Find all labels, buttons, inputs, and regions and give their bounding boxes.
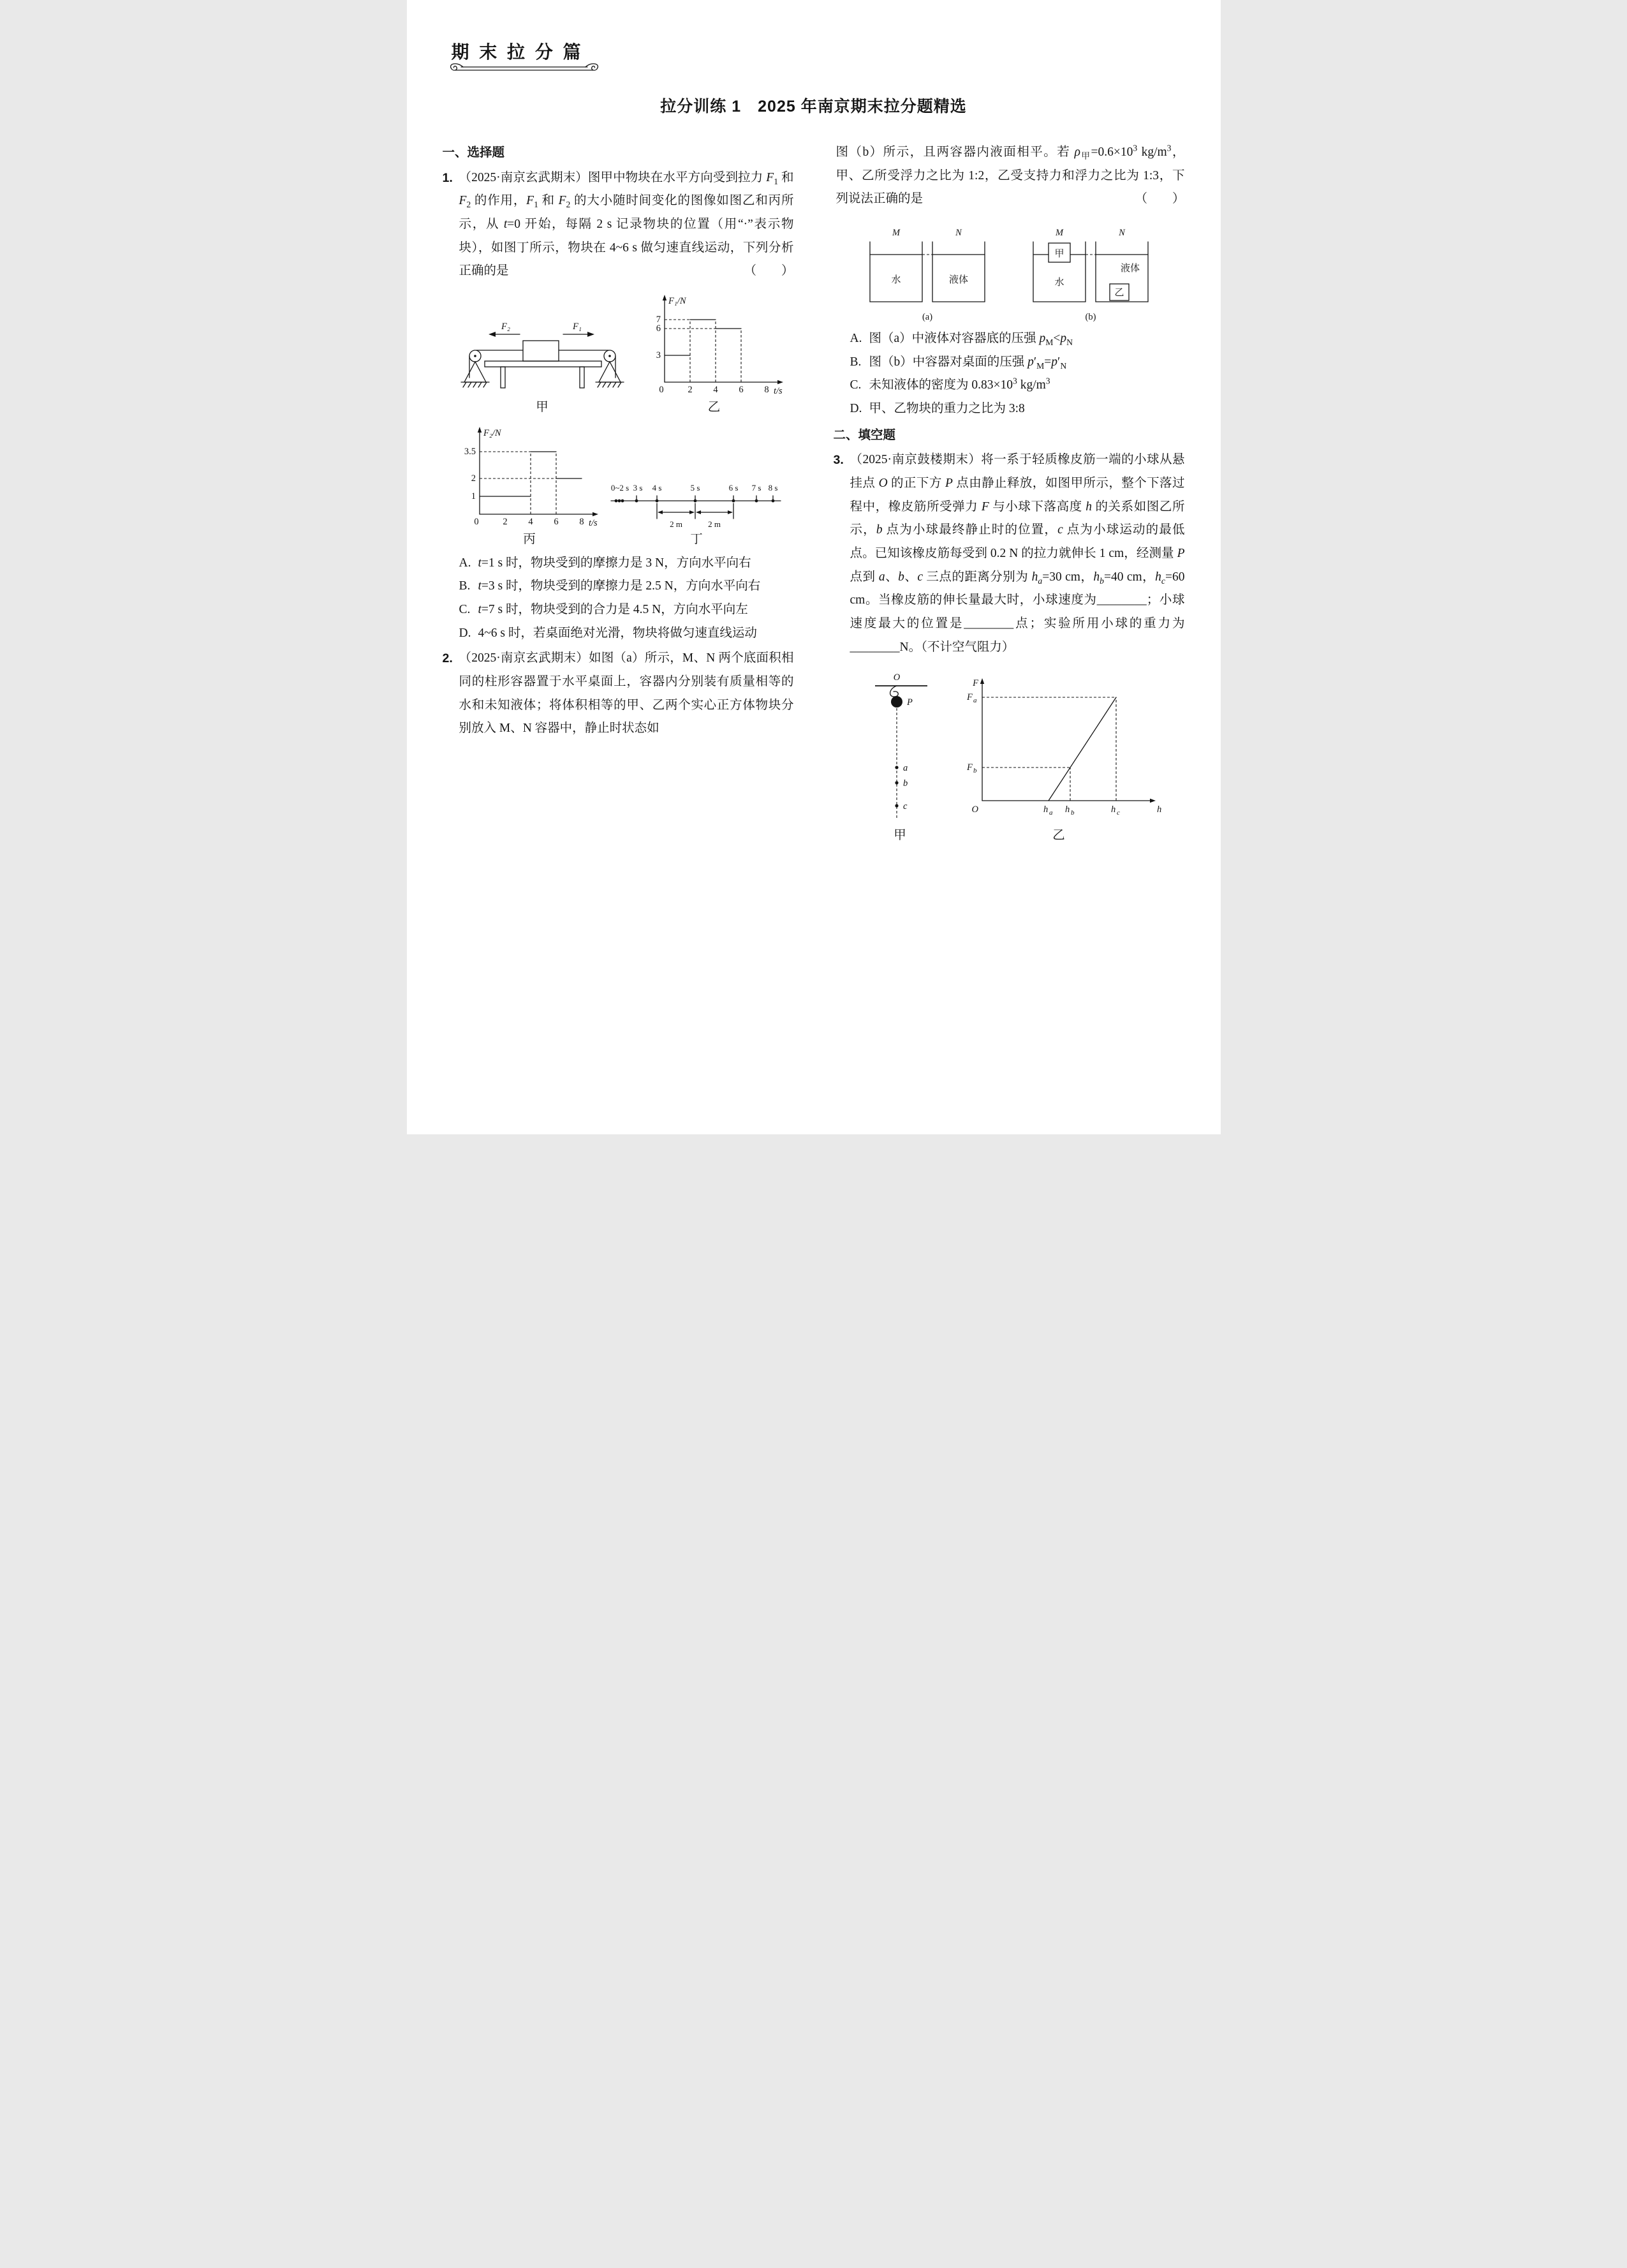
label-c: c — [903, 801, 908, 812]
time-label-8s: 8 s — [768, 483, 778, 493]
figure-graph-F2 — [453, 422, 606, 547]
distance-label-1: 2 m — [670, 519, 682, 530]
block — [523, 341, 559, 361]
x-axis-arrow-icon — [593, 512, 598, 516]
label-jia: 甲 — [1054, 248, 1064, 259]
x-axis-label: t/s — [589, 518, 598, 529]
svg-text:h: h — [1043, 804, 1049, 815]
xtick-8: 8 — [763, 384, 769, 395]
xtick-4: 4 — [528, 517, 533, 528]
xtick-0: 0 — [658, 384, 664, 395]
F1-step-curve — [665, 320, 741, 355]
point-c — [895, 804, 898, 808]
F2-time-graph — [453, 422, 606, 530]
question-3-figure-row — [834, 665, 1185, 843]
label-M-a: M — [892, 227, 901, 238]
option-row-A — [850, 327, 1185, 351]
x-mark-ha — [1043, 804, 1053, 817]
figure-graph-Fh — [952, 665, 1166, 843]
label-liquid-b: 液体 — [1120, 263, 1140, 274]
option-row-B — [850, 351, 1185, 374]
question-3 — [834, 448, 1185, 659]
option-row-B — [459, 575, 794, 598]
option-letter-B: B. — [459, 579, 471, 593]
svg-text:F: F — [967, 692, 973, 703]
label-a: a — [903, 763, 908, 774]
question-1-stem: （2025·南京玄武期末）图甲中物块在水平方向受到拉力 $F_1$ 和 $F_2$ 的作用，$F_1$ 和 $F_2$ 的大小随时间变化的图像如图乙和丙所示，从 t=0 开始，每隔 2 s 记录物块的位置（用“·”表示物块），如图丁所示，物块在 4~6 s 做匀速直线运动，下列分析正确的是 — [459, 170, 794, 278]
svg-text:h: h — [1111, 804, 1116, 815]
container-M-a — [870, 242, 922, 302]
xtick-6: 6 — [738, 384, 744, 395]
y-axis-arrow-icon — [980, 678, 984, 684]
force-height-graph — [952, 665, 1166, 826]
page-title: 拉分训练 1 2025 年南京期末拉分题精选 — [660, 98, 967, 115]
label-P: P — [907, 697, 913, 708]
x-axis-arrow-icon — [777, 380, 783, 384]
figure-caption-bing: 丙 — [523, 533, 536, 547]
arrow-right-icon — [587, 332, 594, 337]
section-heading-choice: 一、选择题 — [442, 145, 505, 159]
banner-ornament-rule — [444, 63, 605, 75]
origin-label: O — [971, 804, 978, 815]
question-2-answer-bracket: （ ） — [1135, 192, 1185, 206]
point-a — [895, 766, 898, 769]
y-axis-label: F₁/N — [668, 295, 686, 306]
option-letter-A: A. — [850, 331, 862, 345]
question-1-figure-row-1 — [443, 290, 794, 415]
label-F1: F₁ — [572, 321, 582, 332]
label-O: O — [893, 672, 901, 683]
question-1-figure-row-2 — [443, 422, 794, 547]
time-label-6s: 6 s — [728, 483, 739, 493]
figure-caption-yi: 乙 — [707, 400, 721, 414]
svg-text:c: c — [1117, 809, 1120, 817]
svg-text:b: b — [1071, 809, 1075, 817]
label-M-b: M — [1055, 227, 1064, 238]
figure-caption-jia: 甲 — [894, 829, 906, 843]
option-text-C: t=7 s 时，物块受到的合力是 4.5 N，方向水平向左 — [478, 602, 748, 616]
svg-text:b: b — [973, 767, 977, 775]
caption-a: (a) — [922, 311, 933, 322]
x-axis-label: h — [1157, 804, 1162, 815]
question-2-body — [459, 647, 794, 741]
label-N-a: N — [955, 227, 962, 238]
option-letter-C: C. — [850, 378, 862, 392]
y-axis-arrow-icon — [662, 295, 666, 300]
svg-text:h: h — [1065, 804, 1070, 815]
container-N-a — [932, 242, 985, 302]
left-column — [443, 141, 794, 848]
question-1-answer-bracket: （ ） — [744, 264, 794, 278]
option-text-A: t=1 s 时，物块受到的摩擦力是 3 N，方向水平向右 — [478, 556, 751, 570]
xtick-4: 4 — [712, 384, 718, 395]
ytick-3p5: 3.5 — [464, 447, 476, 457]
x-mark-hb — [1065, 804, 1075, 817]
label-b: b — [903, 778, 908, 789]
F1-guide-dashes — [665, 320, 741, 382]
option-row-C — [459, 598, 794, 622]
option-row-A — [459, 552, 794, 575]
force-line — [1049, 697, 1116, 801]
ytick-1: 1 — [471, 491, 476, 502]
option-text-A: 图（a）中液体对容器底的压强 $p_M<p_N$ — [869, 331, 1073, 347]
time-label-4s: 4 s — [652, 483, 662, 493]
question-1 — [443, 167, 794, 283]
figure-caption-yi: 乙 — [1052, 829, 1065, 843]
point-b — [895, 782, 898, 785]
containers-diagram — [837, 218, 1181, 325]
y-axis-label: F — [973, 678, 978, 689]
table — [485, 361, 601, 388]
y-mark-Fb — [966, 762, 977, 775]
option-text-B: t=3 s 时，物块受到的摩擦力是 2.5 N，方向水平向右 — [478, 579, 761, 593]
question-2-figure — [834, 218, 1185, 325]
option-letter-A: A. — [459, 556, 471, 570]
option-letter-C: C. — [459, 602, 471, 616]
time-label-3s: 3 s — [633, 483, 643, 493]
ytick-6: 6 — [656, 323, 661, 334]
caption-b: (b) — [1085, 311, 1096, 322]
question-2-number: 2. — [442, 651, 453, 666]
option-row-D — [850, 397, 1185, 421]
y-axis-arrow-icon — [478, 427, 482, 433]
label-water-a: 水 — [891, 274, 901, 285]
pulleys — [469, 350, 615, 362]
option-text-D: 甲、乙物块的重力之比为 3:8 — [869, 401, 1025, 415]
svg-text:F: F — [967, 762, 973, 773]
figure-hanging-ball — [852, 665, 948, 843]
block-and-ropes — [469, 341, 615, 378]
y-axis-label: F₂/N — [483, 428, 501, 439]
question-3-stem: （2025·南京鼓楼期末）将一系于轻质橡皮筋一端的小球从悬挂点 O 的正下方 P 点由静止释放，如图甲所示，整个下落过程中，橡皮筋所受弹力 F 与小球下落高度 h 的关系如图乙所示，b 点为小球最终静止时的位置，c 点为小球运动的最低点。已知该橡皮筋每受到 0.2 N 的拉力就伸长 1 cm，经测量 P 点到 a、b、c 三点的距离分别为 $h_a=30$ cm，$h_b=40$ cm，$h_c=60$ cm。当橡皮筋的伸长量最大时，小球速度为________；小球速度最大的位置是________点；实验所用小球的重力为________N。（不计空气阻力） — [850, 453, 1185, 654]
question-2-options — [834, 327, 1185, 421]
question-1-body — [459, 167, 794, 283]
section-banner — [444, 41, 605, 75]
xtick-2: 2 — [687, 384, 693, 395]
time-label-5s: 5 s — [690, 483, 700, 493]
question-2 — [443, 647, 794, 741]
figure-graph-F1 — [640, 290, 788, 415]
option-letter-B: B. — [850, 355, 862, 369]
ytick-2: 2 — [471, 473, 476, 484]
label-N-b: N — [1119, 227, 1125, 238]
figure-block-on-table — [448, 320, 637, 415]
right-column — [834, 141, 1185, 848]
x-axis-label: t/s — [773, 385, 783, 396]
question-2-stem-left: （2025·南京玄武期末）如图（a）所示，M、N 两个底面积相同的柱形容器置于水平桌面上，容器内分别装有质量相等的水和未知液体；将体积相等的甲、乙两个实心正方体物块分别放入 M、N 容器中，静止时状态如 — [459, 651, 794, 736]
ball — [891, 696, 902, 708]
F2-guide-dashes — [480, 452, 556, 514]
figure-position-strip — [610, 468, 783, 547]
distance-label-2: 2 m — [708, 519, 721, 530]
force-arrows — [489, 322, 594, 337]
xtick-0: 0 — [474, 517, 479, 528]
option-letter-D: D. — [459, 626, 471, 640]
containers-b — [1033, 228, 1148, 322]
option-text-C: 未知液体的密度为 $0.83\times 10^3$ $kg/m^3$ — [869, 376, 1050, 392]
question-1-options — [443, 552, 794, 646]
distance-markers — [657, 503, 733, 529]
containers-a — [870, 228, 985, 322]
Fh-guide-dashes — [982, 697, 1116, 801]
figure-caption-ding: 丁 — [690, 533, 703, 547]
y-mark-Fa — [966, 692, 977, 704]
option-text-B: 图（b）中容器对桌面的压强 $p'_M=p'_N$ — [869, 355, 1067, 371]
option-row-D — [459, 622, 794, 646]
time-label-7s: 7 s — [751, 483, 762, 493]
label-F2: F₂ — [501, 321, 510, 332]
x-mark-hc — [1111, 804, 1120, 817]
label-water-b: 水 — [1054, 277, 1064, 288]
question-3-body — [850, 448, 1185, 659]
exam-page — [407, 0, 1221, 1134]
time-label-0-2s: 0~2 s — [610, 483, 629, 493]
rubber-band-curl-icon — [890, 686, 899, 697]
question-2-stem-right: 图（b）所示，且两容器内液面相平。若 $\rho_甲=0.6\times 10^3$ $kg/m^3$，甲、乙所受浮力之比为 1:2，乙受支持力和浮力之比为 1:3，下列说法正确的是 — [836, 143, 1185, 206]
x-axis-arrow-icon — [1150, 799, 1156, 803]
section-heading-fill: 二、填空题 — [833, 427, 896, 442]
two-column-layout — [443, 141, 1185, 848]
xtick-2: 2 — [503, 517, 508, 528]
label-yi: 乙 — [1114, 287, 1124, 298]
position-record-strip — [610, 468, 783, 530]
label-liquid-a: 液体 — [948, 274, 969, 285]
xtick-8: 8 — [579, 517, 584, 528]
F1-time-graph — [640, 290, 788, 398]
banner-title: 期 末 拉 分 篇 — [451, 42, 584, 62]
question-2-continuation — [834, 141, 1185, 211]
xtick-6: 6 — [554, 517, 559, 528]
ytick-7: 7 — [656, 314, 661, 325]
rubber-band-ball-diagram — [852, 665, 948, 826]
option-text-D: 4~6 s 时，若桌面绝对光滑，物块将做匀速直线运动 — [478, 626, 757, 640]
figure-caption-jia: 甲 — [536, 400, 548, 414]
question-3-number: 3. — [833, 453, 844, 468]
svg-text:a: a — [973, 697, 977, 705]
question-1-number: 1. — [442, 170, 453, 185]
block-pulley-diagram — [448, 320, 637, 398]
svg-text:a: a — [1049, 809, 1053, 817]
stand-right — [596, 362, 624, 387]
ytick-3: 3 — [656, 350, 661, 360]
option-letter-D: D. — [850, 401, 862, 415]
option-row-C — [850, 374, 1185, 397]
arrow-left-icon — [489, 332, 496, 337]
